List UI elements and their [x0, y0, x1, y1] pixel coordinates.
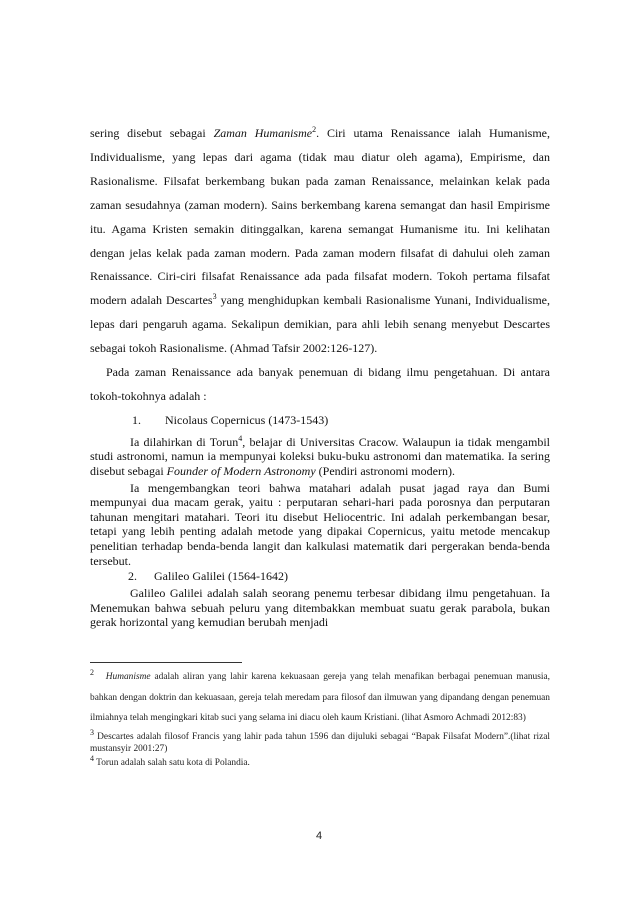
paragraph-renaissance-intro — [90, 122, 550, 361]
list-item-galileo-heading — [90, 568, 550, 584]
footnotes — [90, 667, 550, 769]
footnote-term: Humanisme — [105, 672, 151, 682]
text-run: sering disebut sebagai — [90, 126, 214, 140]
footnote-3 — [90, 727, 550, 756]
italic-term-founder: Founder of Modern Astronomy — [166, 463, 316, 478]
italic-term-zaman-humanisme: Zaman Humanisme — [213, 126, 313, 140]
page-number: 4 — [315, 830, 323, 842]
footnote-ref-2[interactable]: 2 — [312, 125, 317, 134]
copernicus-paragraph-1 — [90, 435, 550, 479]
list-item-copernicus-heading — [90, 409, 550, 433]
list-heading-text: Galileo Galilei (1564-1642) — [154, 569, 288, 584]
footnote-2 — [90, 667, 550, 729]
footnote-separator — [90, 662, 242, 663]
list-heading-text: Nicolaus Copernicus (1473-1543) — [165, 412, 329, 427]
galileo-paragraph-1: Galileo Galilei adalah salah seorang penemu terbesar dibidang ilmu pengetahuan. Ia Menemukan bahwa sebuah peluru yang ditembakkan membuat suatu gerak parabola, bukan gerak horizontal yang kemudian berubah menjadi — [90, 586, 550, 630]
copernicus-paragraph-2: Ia mengembangkan teori bahwa matahari adalah pusat jagad raya dan Bumi mempunyai dua macam gerak, yaitu : perputaran sehari-hari pada porosnya dan perputaran tahunan mengitari matahari. Teori itu disebut Heliocentric. Ini adalah perkembangan besar, tetapi yang lebih penting adalah metode yang dipakai Copernicus, yaitu metode mencakup penelitian terhadap benda-benda langit dan kalkulasi matematik dari pergerakan benda-benda tersebut. — [90, 480, 550, 568]
list-number: 2. — [128, 569, 137, 584]
text-run: Ia dilahirkan di Torun — [130, 434, 239, 449]
footnote-mark: 4 — [90, 753, 94, 763]
footnote-ref-3[interactable]: 3 — [212, 292, 217, 302]
footnote-text: Descartes adalah filosof Francis yang lahir pada tahun 1596 dan dijuluki sebagai “Bapak Filsafat Modern”.(lihat rizal mustansyir 2001:27) — [90, 731, 550, 754]
text-run: . Ciri utama Renaissance ialah Humanisme, Individualisme, yang lepas dari agama (tidak mau diatur oleh agama), Empirisme, dan Rasionalisme. Filsafat berkembang bukan pada zaman Renaissance, melainkan kelak pada zaman sesudahnya (zaman modern). Sains berkembang karena semangat dan hasil Empirisme itu. Agama Kristen semakin ditinggalkan, karena semangat Humanisme itu. Ini kelihatan dengan jelas kelak pada zaman modern. Pada zaman modern filsafat di dahului oleh zaman Renaissance. Ciri-ciri filsafat Renaissance ada pada filsafat modern. Tokoh pertama filsafat modern adalah Descartes — [90, 126, 550, 308]
tokoh-list — [90, 409, 550, 630]
text-run: (Pendiri astronomi modern). — [315, 463, 455, 478]
footnote-ref-4[interactable]: 4 — [238, 433, 243, 443]
text-run: yang menghidupkan kembali Rasionalisme Yunani, Individualisme, lepas dari pengaruh agama. Sekalipun demikian, para ahli lebih senang menyebut Descartes sebagai tokoh Rasionalisme. (Ahmad Tafsir 2002:126-127). — [90, 293, 551, 356]
footnote-4 — [90, 753, 550, 770]
list-number: 1. — [132, 412, 141, 427]
main-body — [90, 122, 550, 630]
text-run: , belajar di Universitas Cracow. Walaupun ia tidak mengambil studi astronomi, namun ia mempunyai koleksi buku-buku astronomi dan matematika. Ia sering disebut sebagai — [90, 434, 551, 478]
footnote-mark: 3 — [90, 727, 94, 737]
footnote-mark: 2 — [90, 667, 94, 677]
footnote-text: adalah aliran yang lahir karena kekuasaan gereja yang telah menafikan berbagai penemuan manusia, bahkan dengan doktrin dan kekuasaan, gereja telah meredam para filosof dan ilmuwan yang dipandang dengan penemuan ilmiahnya telah mengingkari kitab suci yang selama ini diacu oleh kaum Kristiani. (lihat Asmoro Achmadi 2012:83) — [90, 672, 551, 723]
paragraph-penemuan: Pada zaman Renaissance ada banyak penemuan di bidang ilmu pengetahuan. Di antara tokoh-tokohnya adalah : — [90, 365, 550, 403]
footnote-text: Torun adalah salah satu kota di Polandia. — [94, 757, 250, 768]
